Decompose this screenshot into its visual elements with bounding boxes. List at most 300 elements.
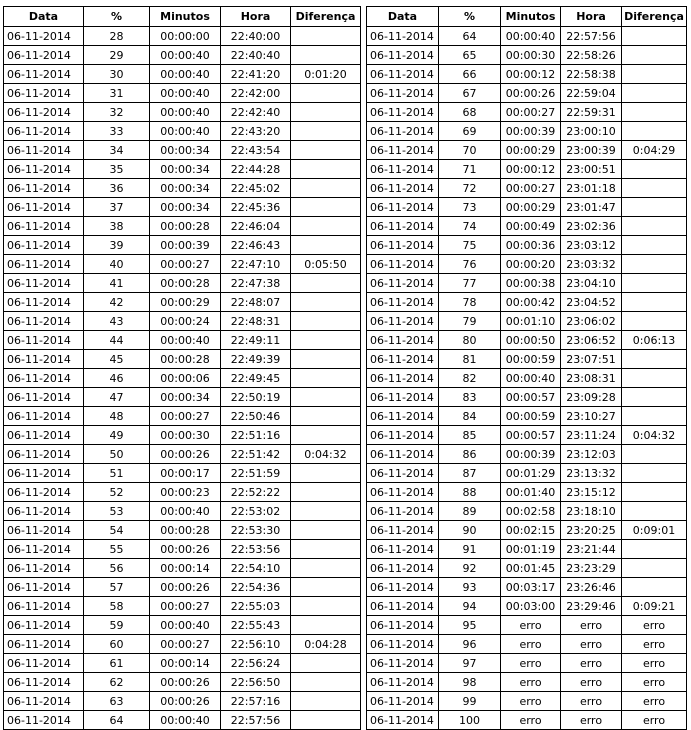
cell-percent: 53 [84, 502, 150, 521]
cell-percent: 85 [439, 426, 501, 445]
table-row [4, 559, 361, 578]
cell-data: 06-11-2014 [4, 578, 84, 597]
cell-minutos: 00:00:29 [501, 198, 561, 217]
cell-percent: 100 [439, 711, 501, 730]
cell-hora: 22:43:54 [221, 141, 291, 160]
cell-percent: 78 [439, 293, 501, 312]
cell-minutos: 00:00:12 [501, 65, 561, 84]
cell-hora: 22:56:50 [221, 673, 291, 692]
cell-minutos: 00:00:34 [150, 388, 221, 407]
cell-minutos: 00:00:40 [150, 502, 221, 521]
cell-percent: 70 [439, 141, 501, 160]
table-row [367, 445, 687, 464]
cell-percent: 55 [84, 540, 150, 559]
cell-diferenca [291, 312, 361, 331]
cell-minutos: 00:00:34 [150, 198, 221, 217]
cell-data: 06-11-2014 [367, 27, 439, 46]
cell-hora: 22:43:20 [221, 122, 291, 141]
cell-diferenca [622, 122, 687, 141]
table-row [4, 122, 361, 141]
header-diferenca: Diferença [622, 7, 687, 27]
cell-hora: erro [561, 616, 622, 635]
cell-minutos: erro [501, 635, 561, 654]
table-row [4, 350, 361, 369]
cell-hora: 22:40:40 [221, 46, 291, 65]
cell-percent: 45 [84, 350, 150, 369]
cell-minutos: 00:00:42 [501, 293, 561, 312]
header-data: Data [367, 7, 439, 27]
cell-percent: 35 [84, 160, 150, 179]
cell-percent: 99 [439, 692, 501, 711]
cell-diferenca [291, 578, 361, 597]
cell-percent: 56 [84, 559, 150, 578]
cell-percent: 51 [84, 464, 150, 483]
table-row [4, 27, 361, 46]
cell-minutos: 00:00:40 [150, 84, 221, 103]
cell-percent: 63 [84, 692, 150, 711]
table-row [367, 407, 687, 426]
cell-data: 06-11-2014 [4, 274, 84, 293]
cell-diferenca [291, 369, 361, 388]
table-row [4, 84, 361, 103]
cell-data: 06-11-2014 [4, 483, 84, 502]
cell-minutos: 00:00:24 [150, 312, 221, 331]
cell-hora: 23:03:32 [561, 255, 622, 274]
header-data: Data [4, 7, 84, 27]
cell-hora: 22:54:10 [221, 559, 291, 578]
cell-percent: 40 [84, 255, 150, 274]
cell-data: 06-11-2014 [367, 103, 439, 122]
cell-data: 06-11-2014 [4, 464, 84, 483]
cell-diferenca [291, 179, 361, 198]
cell-diferenca [291, 597, 361, 616]
cell-percent: 54 [84, 521, 150, 540]
cell-data: 06-11-2014 [4, 445, 84, 464]
cell-diferenca [291, 673, 361, 692]
cell-minutos: 00:00:34 [150, 160, 221, 179]
cell-data: 06-11-2014 [4, 331, 84, 350]
table-row [4, 255, 361, 274]
table-row [367, 236, 687, 255]
cell-minutos: 00:00:40 [501, 369, 561, 388]
cell-diferenca [622, 407, 687, 426]
cell-data: 06-11-2014 [4, 293, 84, 312]
cell-percent: 34 [84, 141, 150, 160]
cell-hora: 22:59:31 [561, 103, 622, 122]
cell-data: 06-11-2014 [4, 103, 84, 122]
table-row [4, 160, 361, 179]
table-row [367, 274, 687, 293]
cell-data: 06-11-2014 [4, 160, 84, 179]
cell-hora: 23:23:29 [561, 559, 622, 578]
cell-diferenca [291, 84, 361, 103]
cell-hora: 23:13:32 [561, 464, 622, 483]
cell-data: 06-11-2014 [367, 711, 439, 730]
cell-data: 06-11-2014 [4, 27, 84, 46]
cell-data: 06-11-2014 [4, 369, 84, 388]
cell-data: 06-11-2014 [4, 350, 84, 369]
cell-hora: 22:53:56 [221, 540, 291, 559]
cell-hora: 23:08:31 [561, 369, 622, 388]
cell-diferenca [291, 141, 361, 160]
cell-hora: 22:51:59 [221, 464, 291, 483]
cell-hora: 23:12:03 [561, 445, 622, 464]
table-row [4, 179, 361, 198]
cell-data: 06-11-2014 [367, 141, 439, 160]
cell-minutos: 00:00:39 [150, 236, 221, 255]
cell-hora: 22:58:26 [561, 46, 622, 65]
table-row [367, 635, 687, 654]
cell-percent: 62 [84, 673, 150, 692]
cell-hora: 23:10:27 [561, 407, 622, 426]
cell-diferenca [291, 426, 361, 445]
header-row [4, 7, 361, 27]
header-percent: % [439, 7, 501, 27]
table-row [4, 597, 361, 616]
cell-hora: 22:47:10 [221, 255, 291, 274]
cell-minutos: 00:00:40 [150, 616, 221, 635]
cell-diferenca: erro [622, 692, 687, 711]
cell-percent: 29 [84, 46, 150, 65]
table-row [4, 692, 361, 711]
table-row [367, 597, 687, 616]
cell-percent: 76 [439, 255, 501, 274]
cell-hora: 23:15:12 [561, 483, 622, 502]
cell-hora: 22:51:42 [221, 445, 291, 464]
cell-data: 06-11-2014 [4, 502, 84, 521]
cell-minutos: 00:00:20 [501, 255, 561, 274]
cell-diferenca [291, 388, 361, 407]
cell-hora: 23:26:46 [561, 578, 622, 597]
cell-hora: 23:02:36 [561, 217, 622, 236]
cell-percent: 66 [439, 65, 501, 84]
cell-hora: 23:06:52 [561, 331, 622, 350]
table-row [367, 426, 687, 445]
cell-data: 06-11-2014 [367, 445, 439, 464]
cell-percent: 98 [439, 673, 501, 692]
cell-minutos: 00:00:29 [150, 293, 221, 312]
cell-percent: 50 [84, 445, 150, 464]
table-row [4, 369, 361, 388]
cell-minutos: 00:00:26 [150, 578, 221, 597]
cell-diferenca [291, 502, 361, 521]
cell-percent: 94 [439, 597, 501, 616]
table-row [4, 464, 361, 483]
cell-data: 06-11-2014 [367, 274, 439, 293]
table-row [367, 692, 687, 711]
cell-hora: 23:01:18 [561, 179, 622, 198]
cell-percent: 84 [439, 407, 501, 426]
table-row [4, 540, 361, 559]
cell-percent: 80 [439, 331, 501, 350]
cell-hora: 22:42:00 [221, 84, 291, 103]
cell-diferenca [291, 464, 361, 483]
cell-minutos: 00:00:40 [150, 103, 221, 122]
cell-minutos: 00:00:28 [150, 274, 221, 293]
cell-diferenca: 0:04:28 [291, 635, 361, 654]
cell-hora: erro [561, 635, 622, 654]
cell-hora: 23:00:10 [561, 122, 622, 141]
table-row [367, 350, 687, 369]
cell-data: 06-11-2014 [367, 502, 439, 521]
cell-percent: 92 [439, 559, 501, 578]
cell-hora: 23:11:24 [561, 426, 622, 445]
table-row [367, 312, 687, 331]
cell-diferenca: 0:04:32 [291, 445, 361, 464]
cell-percent: 43 [84, 312, 150, 331]
cell-minutos: 00:01:45 [501, 559, 561, 578]
cell-diferenca [622, 274, 687, 293]
cell-minutos: 00:03:00 [501, 597, 561, 616]
cell-hora: 22:56:10 [221, 635, 291, 654]
cell-diferenca [622, 540, 687, 559]
cell-diferenca [291, 293, 361, 312]
cell-minutos: 00:01:40 [501, 483, 561, 502]
cell-data: 06-11-2014 [367, 46, 439, 65]
cell-percent: 28 [84, 27, 150, 46]
cell-percent: 65 [439, 46, 501, 65]
table-row [367, 388, 687, 407]
cell-minutos: 00:00:12 [501, 160, 561, 179]
cell-percent: 73 [439, 198, 501, 217]
cell-minutos: 00:00:39 [501, 122, 561, 141]
table-row [4, 236, 361, 255]
cell-percent: 49 [84, 426, 150, 445]
cell-hora: 23:20:25 [561, 521, 622, 540]
cell-hora: 22:50:46 [221, 407, 291, 426]
cell-hora: 22:46:04 [221, 217, 291, 236]
cell-diferenca [622, 312, 687, 331]
header-diferenca: Diferença [291, 7, 361, 27]
cell-percent: 82 [439, 369, 501, 388]
cell-diferenca [291, 236, 361, 255]
cell-percent: 75 [439, 236, 501, 255]
cell-data: 06-11-2014 [4, 255, 84, 274]
cell-percent: 83 [439, 388, 501, 407]
cell-diferenca [622, 179, 687, 198]
table-row [4, 654, 361, 673]
table-row [4, 103, 361, 122]
cell-data: 06-11-2014 [4, 673, 84, 692]
cell-hora: 23:21:44 [561, 540, 622, 559]
cell-diferenca [622, 369, 687, 388]
table-row [4, 521, 361, 540]
cell-data: 06-11-2014 [367, 293, 439, 312]
cell-diferenca [622, 65, 687, 84]
cell-data: 06-11-2014 [367, 84, 439, 103]
cell-minutos: 00:00:59 [501, 407, 561, 426]
cell-minutos: 00:00:27 [150, 597, 221, 616]
cell-diferenca [622, 198, 687, 217]
cell-hora: 22:54:36 [221, 578, 291, 597]
table-row [367, 255, 687, 274]
table-row [4, 217, 361, 236]
cell-minutos: 00:00:00 [150, 27, 221, 46]
table-row [4, 616, 361, 635]
cell-diferenca: erro [622, 673, 687, 692]
cell-data: 06-11-2014 [4, 217, 84, 236]
cell-minutos: 00:00:38 [501, 274, 561, 293]
cell-data: 06-11-2014 [4, 312, 84, 331]
table-row [4, 426, 361, 445]
cell-minutos: 00:01:29 [501, 464, 561, 483]
cell-diferenca [291, 217, 361, 236]
cell-hora: 23:03:12 [561, 236, 622, 255]
cell-hora: 22:49:11 [221, 331, 291, 350]
cell-hora: 22:47:38 [221, 274, 291, 293]
table-row [367, 46, 687, 65]
cell-diferenca [291, 122, 361, 141]
cell-diferenca: 0:06:13 [622, 331, 687, 350]
cell-data: 06-11-2014 [367, 312, 439, 331]
cell-percent: 79 [439, 312, 501, 331]
table-row [367, 122, 687, 141]
cell-diferenca [291, 160, 361, 179]
table-row [367, 293, 687, 312]
cell-minutos: 00:00:14 [150, 654, 221, 673]
table-row [367, 331, 687, 350]
cell-minutos: 00:00:34 [150, 141, 221, 160]
cell-percent: 44 [84, 331, 150, 350]
cell-hora: erro [561, 711, 622, 730]
table-row [367, 84, 687, 103]
cell-minutos: 00:00:17 [150, 464, 221, 483]
cell-diferenca [622, 293, 687, 312]
cell-diferenca [622, 350, 687, 369]
cell-minutos: 00:00:27 [150, 635, 221, 654]
cell-minutos: erro [501, 654, 561, 673]
table-row [367, 27, 687, 46]
table-row [4, 711, 361, 730]
cell-hora: 23:04:10 [561, 274, 622, 293]
cell-data: 06-11-2014 [4, 540, 84, 559]
table-row [367, 673, 687, 692]
cell-diferenca: erro [622, 654, 687, 673]
cell-diferenca [622, 502, 687, 521]
cell-hora: 22:46:43 [221, 236, 291, 255]
cell-data: 06-11-2014 [4, 65, 84, 84]
cell-minutos: 00:00:28 [150, 350, 221, 369]
cell-hora: 22:51:16 [221, 426, 291, 445]
cell-data: 06-11-2014 [4, 559, 84, 578]
cell-minutos: erro [501, 692, 561, 711]
cell-percent: 39 [84, 236, 150, 255]
cell-hora: 22:55:03 [221, 597, 291, 616]
cell-diferenca [622, 27, 687, 46]
table-row [4, 312, 361, 331]
cell-percent: 81 [439, 350, 501, 369]
cell-minutos: 00:00:34 [150, 179, 221, 198]
cell-diferenca: erro [622, 711, 687, 730]
cell-percent: 77 [439, 274, 501, 293]
cell-minutos: 00:00:27 [150, 407, 221, 426]
cell-hora: 22:53:02 [221, 502, 291, 521]
cell-hora: 22:49:45 [221, 369, 291, 388]
cell-minutos: 00:00:28 [150, 521, 221, 540]
cell-hora: 22:53:30 [221, 521, 291, 540]
cell-diferenca [291, 103, 361, 122]
cell-data: 06-11-2014 [367, 597, 439, 616]
cell-percent: 31 [84, 84, 150, 103]
cell-data: 06-11-2014 [367, 179, 439, 198]
cell-data: 06-11-2014 [4, 122, 84, 141]
cell-diferenca [291, 350, 361, 369]
cell-percent: 59 [84, 616, 150, 635]
cell-diferenca [622, 445, 687, 464]
cell-diferenca [291, 654, 361, 673]
cell-minutos: 00:00:57 [501, 426, 561, 445]
cell-hora: 22:41:20 [221, 65, 291, 84]
cell-diferenca: 0:04:32 [622, 426, 687, 445]
cell-diferenca [291, 27, 361, 46]
table-row [367, 654, 687, 673]
table-row [367, 65, 687, 84]
cell-hora: 23:06:02 [561, 312, 622, 331]
right-table [366, 6, 687, 730]
cell-minutos: erro [501, 711, 561, 730]
cell-minutos: 00:02:58 [501, 502, 561, 521]
cell-data: 06-11-2014 [367, 369, 439, 388]
cell-data: 06-11-2014 [367, 426, 439, 445]
cell-diferenca: 0:09:01 [622, 521, 687, 540]
cell-diferenca: 0:05:50 [291, 255, 361, 274]
cell-minutos: 00:00:50 [501, 331, 561, 350]
cell-data: 06-11-2014 [4, 198, 84, 217]
table-row [367, 198, 687, 217]
cell-hora: 23:01:47 [561, 198, 622, 217]
cell-diferenca [622, 236, 687, 255]
cell-percent: 57 [84, 578, 150, 597]
cell-data: 06-11-2014 [367, 578, 439, 597]
table-row [367, 521, 687, 540]
cell-percent: 64 [439, 27, 501, 46]
cell-percent: 90 [439, 521, 501, 540]
cell-percent: 68 [439, 103, 501, 122]
cell-hora: 22:57:56 [221, 711, 291, 730]
cell-diferenca [622, 84, 687, 103]
cell-diferenca [291, 540, 361, 559]
table-row [4, 65, 361, 84]
cell-diferenca [291, 616, 361, 635]
cell-data: 06-11-2014 [4, 711, 84, 730]
cell-hora: erro [561, 692, 622, 711]
cell-percent: 42 [84, 293, 150, 312]
cell-percent: 33 [84, 122, 150, 141]
cell-data: 06-11-2014 [4, 179, 84, 198]
cell-diferenca [622, 255, 687, 274]
table-row [4, 293, 361, 312]
table-row [367, 141, 687, 160]
cell-diferenca [291, 407, 361, 426]
cell-data: 06-11-2014 [4, 141, 84, 160]
cell-diferenca: erro [622, 635, 687, 654]
cell-percent: 58 [84, 597, 150, 616]
cell-hora: 22:50:19 [221, 388, 291, 407]
cell-diferenca: 0:01:20 [291, 65, 361, 84]
table-row [367, 616, 687, 635]
cell-minutos: erro [501, 616, 561, 635]
cell-hora: erro [561, 673, 622, 692]
cell-data: 06-11-2014 [4, 635, 84, 654]
cell-minutos: 00:00:40 [150, 122, 221, 141]
cell-hora: 23:04:52 [561, 293, 622, 312]
cell-percent: 52 [84, 483, 150, 502]
cell-minutos: 00:00:40 [150, 46, 221, 65]
table-row [4, 578, 361, 597]
cell-hora: 22:42:40 [221, 103, 291, 122]
table-row [367, 369, 687, 388]
cell-minutos: 00:00:26 [150, 673, 221, 692]
